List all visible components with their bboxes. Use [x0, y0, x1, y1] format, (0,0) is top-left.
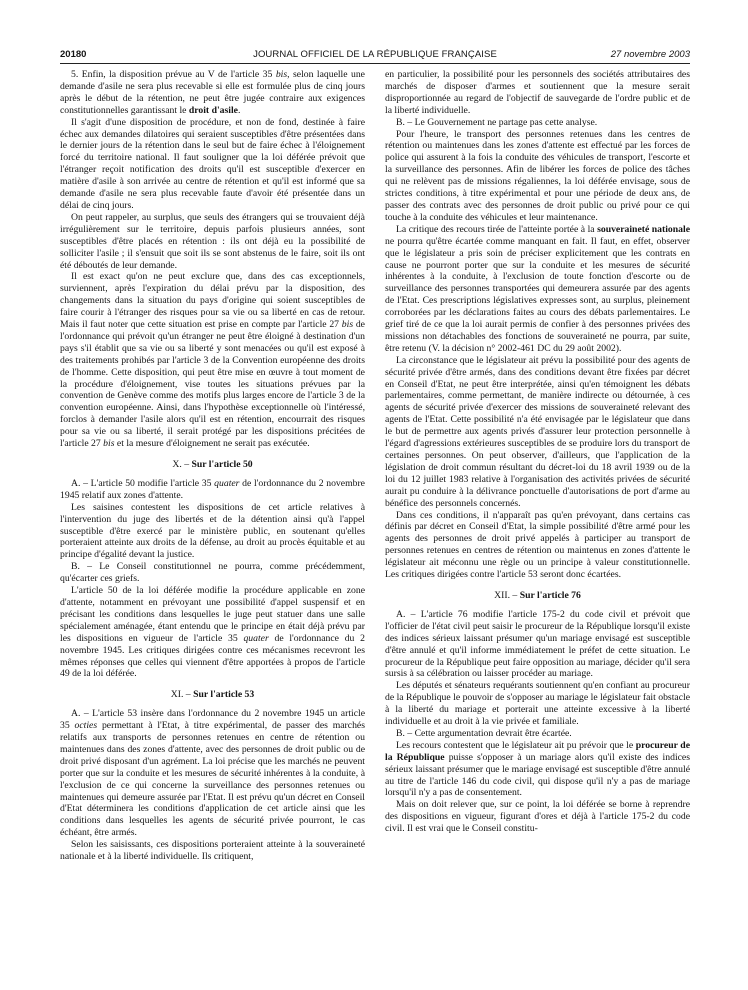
section-heading: XII. – Sur l'article 76: [494, 589, 581, 601]
paragraph: Mais on doit relever que, sur ce point, la loi déférée se borne à reprendre des dispositions en vigueur, figurant d'ores et déjà à l'article 175-2 du code civil. Il est vrai que le Conseil constitu-: [385, 799, 690, 835]
paragraph: La circonstance que le législateur ait prévu la possibilité pour des agents de sécurité privée d'être armés, dans des conditions devant être fixées par décret en Conseil d'Etat, ne peut être interprétée, ainsi qu'en témoignent les débats parlementaires, comme permettant, de manière indirecte ou détournée, à ces agents de sécurité privée d'exercer des missions de souveraineté relevant des agents de l'Etat. Cette possibilité n'a été envisagée par le législateur que dans le but de permettre aux agents privés d'assurer leur protection personnelle à l'égard d'agressions extérieures susceptibles de se produire lors du transport de certaines personnes. On peut observer, d'ailleurs, que l'application de la législation de droit commun résultant du décret-loi du 18 avril 1939 ou de la loi du 12 juillet 1983 relative à l'organisation des activités privées de sécurité aurait pu conduire à la délivrance ponctuelle d'autorisations de port d'arme au bénéfice des personnels concernés.: [385, 354, 690, 509]
paragraph: B. – Cette argumentation devrait être écartée.: [396, 727, 572, 739]
paragraph: La critique des recours tirée de l'atteinte portée à la souveraineté nationale ne pourra qu'être écartée comme manquant en fait. Il faut, en effet, observer que le législateur a pris soin de préciser explicitement que les contrats en cause ne pourront porter que sur la conduite et les mesures de sécurité inhérentes à la conduite, à l'exclusion de toute fonction d'escorte ou de surveillance des personnes transportées qui demeurera assurée par des agents de l'Etat. Ces prescriptions législatives expresses sont, au surplus, pleinement corroborées par les déclarations faites au cours des débats parlementaires. Le grief tiré de ce que la loi aurait permis de confier à des personnes privées des missions non détachables des fonctions de souveraineté ne pourra, par suite, être retenu (V. la décision n° 2002-461 DC du 29 août 2002).: [385, 223, 690, 354]
paragraph: B. – Le Conseil constitutionnel ne pourra, comme précédemment, qu'écarter ces griefs.: [60, 561, 365, 585]
paragraph: A. – L'article 53 insère dans l'ordonnance du 2 novembre 1945 un article 35 octies permettant à l'Etat, à titre expérimental, de passer des marchés relatifs aux transports de personnes retenues en centre de rétention ou maintenues dans des zones d'attente, avec des personnes de droit public ou de droit privé disposant d'un agrément. La loi précise que les marchés ne peuvent porter que sur la conduite et les mesures de sécurité inhérentes à la conduite, à l'exclusion de ce qui concerne la surveillance des personnes retenues ou maintenues qui demeure assurée par l'Etat. Il est prévu qu'un décret en Conseil d'Etat déterminera les conditions d'application de cet article ainsi que les conditions dans lesquelles les agents de sécurité privée pourront, le cas échéant, être armés.: [60, 708, 365, 839]
paragraph: Il s'agit d'une disposition de procédure, et non de fond, destinée à faire échec aux demandes dilatoires qui seraient susceptibles d'être présentées dans le dernier jours de la rétention dans le seul but de faire échec à l'éloignement forcé du territoire national. Il faut souligner que la loi déférée prévoit que l'étranger reçoit notification des droits qu'il est susceptible d'exercer en matière d'asile à son arrivée au centre de rétention et qu'il est informé que sa demande d'asile ne sera plus recevable faute d'avoir été présentée dans un délai de cinq jours.: [60, 116, 365, 211]
paragraph: Selon les saisissants, ces dispositions porteraient atteinte à la souveraineté nationale et à la liberté individuelle. Ils critiquent,: [60, 839, 365, 863]
header-rule: [60, 63, 690, 64]
paragraph: 5. Enfin, la disposition prévue au V de l'article 35 bis, selon laquelle une demande d'asile ne sera plus recevable si elle est formulée plus de cinq jours après le début de la rétention, ne peut être jugée contraire aux exigences constitutionnelles garantissant le droit d'asile.: [60, 69, 365, 116]
publication-date: 27 novembre 2003: [610, 49, 690, 60]
paragraph: On peut rappeler, au surplus, que seuls des étrangers qui se trouvaient déjà irrégulièrement sur le territoire, depuis parfois plusieurs années, sont susceptibles d'être placés en rétention : ils ont déjà eu la possibilité de solliciter l'asile ; il s'ensuit que soit ils se sont abstenus de le faire, soit ils ont été déboutés de leur demande.: [60, 211, 365, 271]
journal-title: JOURNAL OFFICIEL DE LA RÉPUBLIQUE FRANÇAISE: [253, 49, 497, 60]
paragraph: Les saisines contestent les dispositions de cet article relatives à l'intervention du juge des libertés et de la détention ainsi qu'à l'appel susceptible d'être exercé par le ministère public, en soutenant qu'elles porteraient atteinte aux droits de la défense, au droit au procès équitable et au principe d'égalité devant la justice.: [60, 501, 365, 561]
page-number: 20180: [60, 49, 87, 60]
section-heading: X. – Sur l'article 50: [172, 459, 253, 470]
page-header: [60, 49, 690, 63]
left-column: [60, 69, 365, 974]
paragraph: B. – Le Gouvernement ne partage pas cette analyse.: [396, 116, 598, 128]
paragraph: Les recours contestent que le législateur ait pu prévoir que le procureur de la République puisse s'opposer à un mariage alors qu'il existe des indices sérieux laissant présumer que le mariage envisagé est susceptible d'être annulé au titre de l'article 146 du code civil, qui dispose qu'il n'y a pas de mariage lorsqu'il n'y a pas de consentement.: [385, 739, 690, 799]
paragraph: A. – L'article 76 modifie l'article 175-2 du code civil et prévoit que l'officier de l'état civil peut saisir le procureur de la République lorsqu'il existe des indices sérieux laissant présumer qu'un mariage envisagé est susceptible d'être annulé et qu'il informe immédiatement le préfet de cette situation. Le procureur de la République peut faire opposition au mariage, décider qu'il sera sursis à sa célébration ou laisser procéder au mariage.: [385, 608, 690, 680]
paragraph: Dans ces conditions, il n'apparaît pas qu'en prévoyant, dans certains cas définis par décret en Conseil d'Etat, la simple possibilité d'être armé pour les agents des personnes de droit privé appelés à participer au transport de personnes retenues en centres de rétention ou maintenus en zones d'attente le législateur ait méconnu une règle ou un principe à valeur constitutionnelle. Les critiques dirigées contre l'article 53 seront donc écartées.: [385, 509, 690, 581]
paragraph: Il est exact qu'on ne peut exclure que, dans des cas exceptionnels, surviennent, après l'expiration du délai prévu par la disposition, des changements dans la situation du pays d'origine qui soient susceptibles de faire courir à l'étranger des risques pour sa vie ou sa liberté en cas de retour. Mais il faut noter que cette situation est prise en compte par l'article 27 bis de l'ordonnance qui prévoit qu'un étranger ne peut être éloigné à destination d'un pays s'il établit que sa vie ou sa liberté y sont menacées ou qu'il est exposé à des traitements prohibés par l'article 3 de la Convention européenne des droits de l'homme. Cette disposition, qui peut être mise en œuvre à tout moment de la procédure d'éloignement, vise toutes les situations prévues par la convention de Genève comme des motifs plus larges encore de l'article 3 de la convention européenne. Ainsi, dans l'hypothèse exceptionnelle où l'intéressé, forclos à demander l'asile alors qu'il est en rétention, encourrait des risques pour sa vie ou sa liberté, il serait protégé par les dispositions précitées de l'article 27 bis et la mesure d'éloignement ne serait pas exécutée.: [60, 271, 365, 450]
right-column: [385, 69, 690, 974]
paragraph: A. – L'article 50 modifie l'article 35 quater de l'ordonnance du 2 novembre 1945 relatif aux zones d'attente.: [60, 477, 365, 501]
section-heading: XI. – Sur l'article 53: [170, 689, 255, 701]
paragraph: en particulier, la possibilité pour les personnels des sociétés attributaires des marchés de disposer d'armes et soutiennent que la mesure serait disproportionnée au regard de l'objectif de sauvegarde de l'ordre public et de la liberté individuelle.: [385, 69, 690, 116]
paragraph: Les députés et sénateurs requérants soutiennent qu'en confiant au procureur de la République le pouvoir de s'opposer au mariage le législateur fait obstacle à la liberté du mariage et porterait une atteinte excessive à la liberté individuelle et au droit à la vie privée et familiale.: [385, 680, 690, 728]
paragraph: L'article 50 de la loi déférée modifie la procédure applicable en zone d'attente, notamment en prévoyant une possibilité d'appel suspensif et en précisant les conditions dans lesquelles le juge peut statuer dans une salle spécialement aménagée, étant entendu que le principe en était déjà prévu par les dispositions en vigueur de l'article 35 quater de l'ordonnance du 2 novembre 1945. Les critiques dirigées contre ces mécanismes recevront les mêmes réponses que celles qui viennent d'être apportées à propos de l'article 49 de la loi déférée.: [60, 585, 365, 680]
paragraph: Pour l'heure, le transport des personnes retenues dans les centres de rétention ou maintenues dans les zones d'attente est effectué par les forces de police qui assurent à la fois la conduite des véhicules de transport, l'escorte et la surveillance des personnes. Afin de libérer les forces de police des tâches qui ne relèvent pas de missions régaliennes, la loi déférée envisage, sous de strictes conditions, à titre expérimental et pour une période de deux ans, de passer des contrats avec des personnes de droit public ou privé pour ce qui touche à la conduite des véhicules et leur maintenance.: [385, 128, 690, 223]
